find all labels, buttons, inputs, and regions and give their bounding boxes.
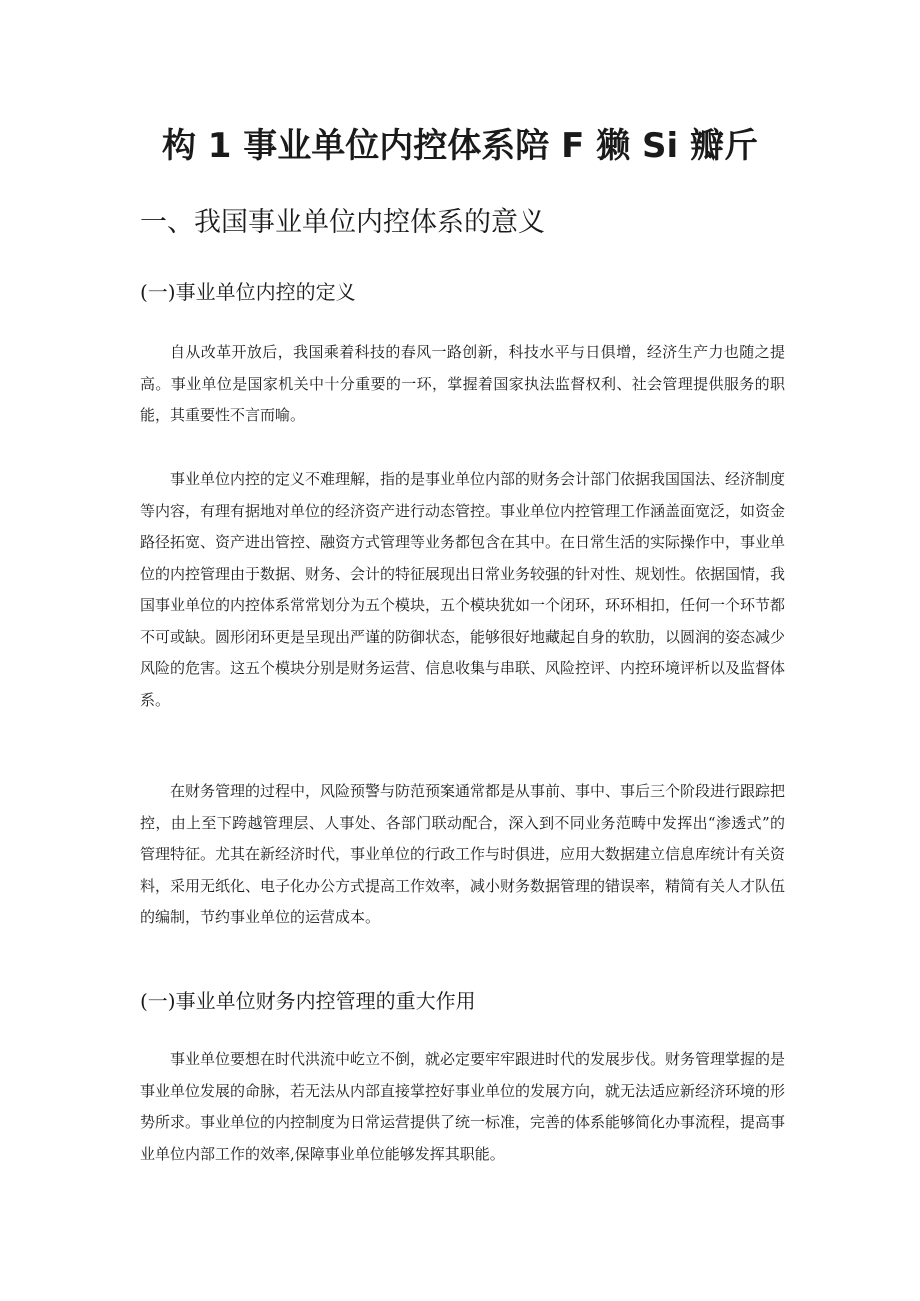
section-heading-significance: 一、我国事业单位内控体系的意义 [140,207,545,238]
paragraph: 事业单位内控的定义不难理解，指的是事业单位内部的财务会计部门依据我国国法、经济制度等内容，有理有据地对单位的经济资产进行动态管控。事业单位内控管理工作涵盖面宽泛，如资金路径拓宽、资产进出管控、融资方式管理等业务都包含在其中。在日常生活的实际操作中，事业单位的内控管理由于数据、财务、会计的特征展现出日常业务较强的针对性、规划性。依据国情，我国事业单位的内控体系常常划分为五个模块，五个模块犹如一个闭环，环环相扣，任何一个环节都不可或缺。圆形闭环更是呈现出严谨的防御状态，能够很好地藏起自身的软肋，以圆润的姿态减少风险的危害。这五个模块分别是财务运营、信息收集与串联、风险控评、内控环境评析以及监督体系。 [140,470,786,709]
paragraph: 自从改革开放后，我国乘着科技的春风一路创新，科技水平与日俱增，经济生产力也随之提高。事业单位是国家机关中十分重要的一环，掌握着国家执法监督权利、社会管理提供服务的职能，其重要性不言而喻。 [140,343,785,424]
subsection-heading-definition: (一)事业单位内控的定义 [140,280,356,304]
subsection-heading-role: (一)事业单位财务内控管理的重大作用 [140,989,476,1013]
paragraph: 在财务管理的过程中，风险预警与防范预案通常都是从事前、事中、事后三个阶段进行跟踪把控，由上至下跨越管理层、人事处、各部门联动配合，深入到不同业务范畴中发挥出“渗透式”的管理特征。尤其在新经济时代，事业单位的行政工作与时俱进，应用大数据建立信息库统计有关资料，采用无纸化、电子化办公方式提高工作效率，减小财务数据管理的错误率，精简有关人才队伍的编制，节约事业单位的运营成本。 [140,782,786,926]
document-title: 构 1 事业单位内控体系陪 F 獭 Si 瓣斤 [161,126,759,166]
paragraph: 事业单位要想在时代洪流中屹立不倒，就必定要牢牢跟进时代的发展步伐。财务管理掌握的是事业单位发展的命脉，若无法从内部直接掌控好事业单位的发展方向，就无法适应新经济环境的形势所求。事业单位的内控制度为日常运营提供了统一标准，完善的体系能够简化办事流程，提高事业单位内部工作的效率,保障事业单位能够发挥其职能。 [140,1050,786,1163]
